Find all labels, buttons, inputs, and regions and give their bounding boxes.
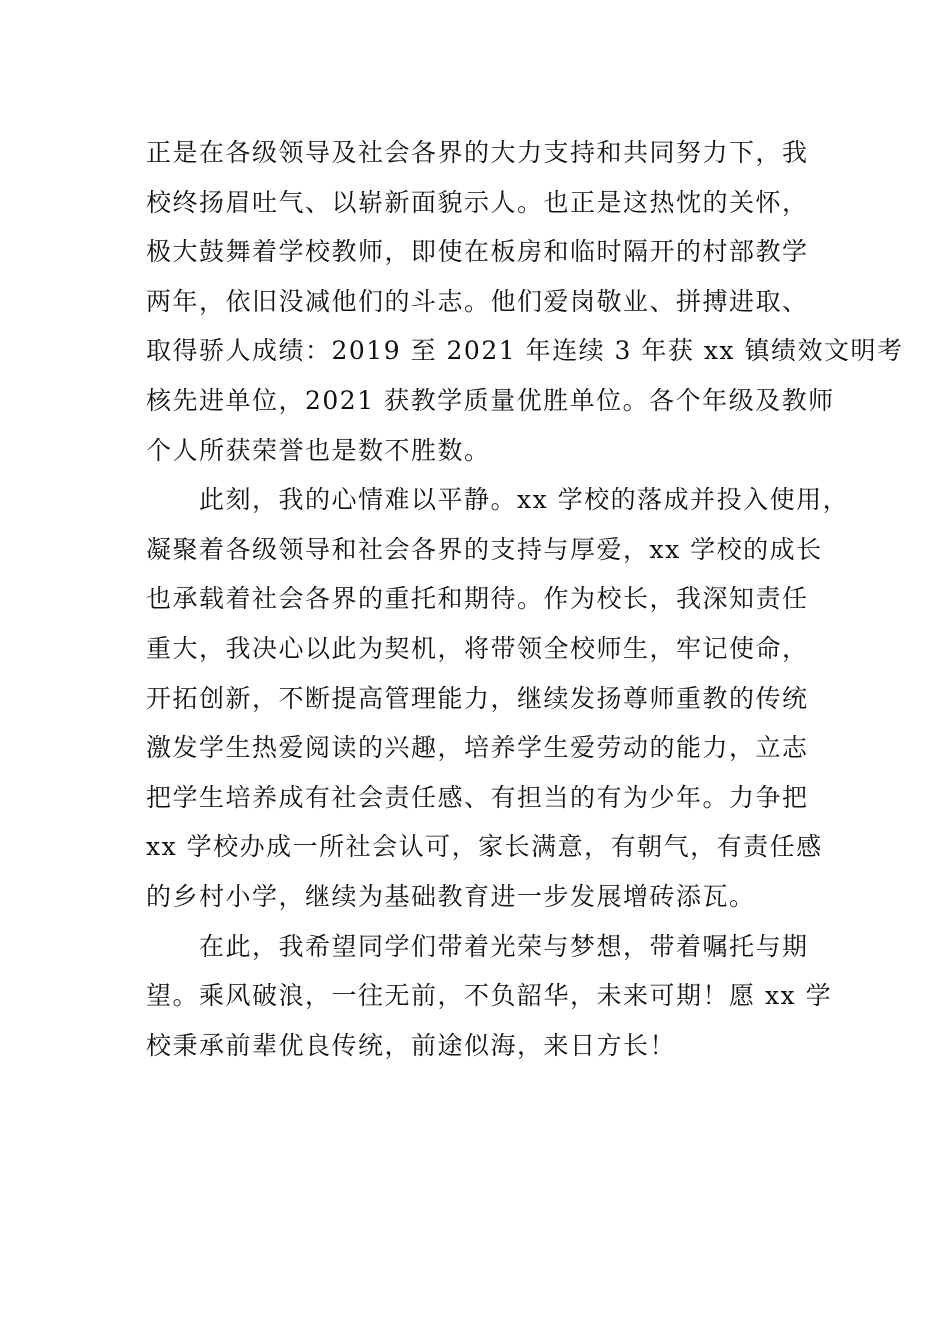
- text-line: 激发学生热爱阅读的兴趣，培养学生爱劳动的能力，立志: [146, 733, 809, 763]
- paragraph-3: [146, 922, 833, 1071]
- text-line: 正是在各级领导及社会各界的大力支持和共同努力下，我: [146, 138, 809, 167]
- text-line: 此刻，我的心情难以平静。xx 学校的落成并投入使用，: [146, 485, 850, 515]
- text-line: 校秉承前辈优良传统，前途似海，来日方长！: [146, 1030, 677, 1060]
- text-line: 望。乘风破浪，一往无前，不负韶华，未来可期！愿 xx 学: [146, 981, 833, 1011]
- text-line: 重大，我决心以此为契机，将带领全校师生，牢记使命，: [146, 633, 809, 663]
- text-line: 凝聚着各级领导和社会各界的支持与厚爱，xx 学校的成长: [146, 534, 823, 564]
- paragraph-1: [146, 128, 904, 475]
- text-line: 校终扬眉吐气、以崭新面貌示人。也正是这热忱的关怀，: [146, 187, 809, 217]
- document-body: [146, 128, 904, 1070]
- text-line: 在此，我希望同学们带着光荣与梦想，带着嘱托与期: [146, 931, 809, 961]
- text-line: 两年，依旧没减他们的斗志。他们爱岗敬业、拼搏进取、: [146, 286, 809, 316]
- text-line: 也承载着社会各界的重托和期待。作为校长，我深知责任: [146, 584, 809, 614]
- text-line: 开拓创新，不断提高管理能力，继续发扬尊师重教的传统: [146, 683, 809, 713]
- text-line: 把学生培养成有社会责任感、有担当的有为少年。力争把: [146, 782, 809, 812]
- text-line: 核先进单位，2021 获教学质量优胜单位。各个年级及教师: [146, 385, 835, 415]
- text-line: 取得骄人成绩：2019 至 2021 年连续 3 年获 xx 镇绩效文明考: [146, 336, 904, 366]
- text-line: 的乡村小学，继续为基础教育进一步发展增砖添瓦。: [146, 881, 756, 911]
- paragraph-2: [146, 475, 850, 921]
- text-line: 极大鼓舞着学校教师，即使在板房和临时隔开的村部教学: [146, 237, 809, 267]
- text-line: xx 学校办成一所社会认可，家长满意，有朝气，有责任感: [146, 832, 823, 862]
- text-line: 个人所获荣誉也是数不胜数。: [146, 435, 491, 465]
